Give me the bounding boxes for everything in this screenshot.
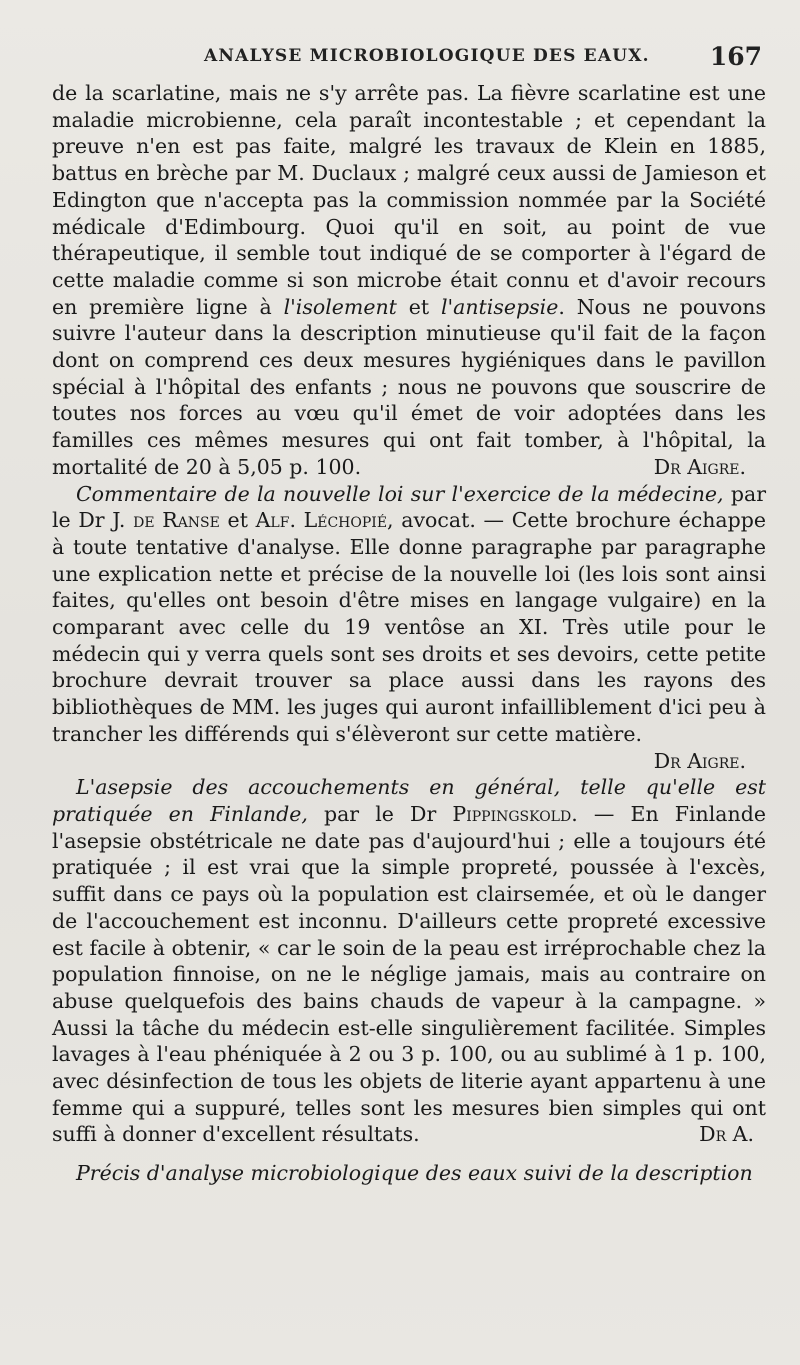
paragraph-text: et <box>219 508 256 533</box>
author-name: de Ranse <box>133 508 220 533</box>
reviewer-signature: Dr Aigre. <box>653 748 746 773</box>
author-name: Alf. Léchopié <box>255 508 388 533</box>
review-paragraph-scarlatine <box>52 80 766 481</box>
review-paragraph-commentaire <box>52 481 767 773</box>
paragraph-text: , avocat. — Cette brochure échappe à toute tentative d'analyse. Elle donne paragraphe par paragraphe une explication nette et précise de la nouvelle loi (les lois sont ainsi faites, qu'elles ont besoin d'être mises en langage vulgaire) en la comparant avec celle du 19 ventôse an XI. Très utile pour le médecin qui y verra quels sont ses droits et ses devoirs, cette petite brochure devrait trouver sa place aussi dans les rayons des bibliothèques de MM. les juges qui auront infailliblement d'ici peu à trancher les différends qui s'élèveront sur cette matière. <box>52 508 767 746</box>
review-title: L'asepsie des accouchements en général, telle qu'elle est pratiquée en Finlande, <box>52 775 766 826</box>
paragraph-text: et <box>396 294 441 319</box>
page-header <box>52 40 766 80</box>
page-body <box>52 80 766 1187</box>
paragraph-text: de la scarlatine, mais ne s'y arrête pas. La fièvre scarlatine est une maladie microbienne, cela paraît incontestable ; et cependant la preuve n'en est pas faite, malgré les travaux de Klein en 1885, battus en brèche par M. Duclaux ; malgré ceux aussi de Jamieson et Edington que n'accepta pas la commission nommée par la Société médicale d'Edimbourg. Quoi qu'il en soit, au point de vue thérapeutique, il semble tout indiqué de se comporter à l'égard de cette maladie comme si son microbe était connu et d'avoir recours en première ligne à <box>52 81 766 319</box>
reviewer-signature: Dr Aigre. <box>653 454 746 479</box>
review-title-precis: Précis d'analyse microbiologique des eaux suivi de la description <box>76 1161 753 1186</box>
term-isolement: l'isolement <box>283 294 397 319</box>
paragraph-text: par le Dr <box>307 801 453 826</box>
reviewer-signature: Dr A. <box>699 1122 754 1147</box>
author-name: Pippingskold <box>452 801 572 826</box>
running-head: ANALYSE MICROBIOLOGIQUE DES EAUX. <box>204 46 650 66</box>
page-number: 167 <box>709 42 762 71</box>
paragraph-text: . Nous ne pouvons suivre l'auteur dans la description minutieuse qu'il fait de la façon dont on comprend ces deux mesures hygiéniques dans le pavillon spécial à l'hôpital des enfants ; nous ne pouvons que souscrire de toutes nos forces au vœu qu'il émet de voir adoptées dans les familles ces mêmes mesures qui ont fait tomber, à l'hôpital, la mortalité de 20 à 5,05 p. 100. <box>52 294 767 479</box>
paragraph-text: . — En Finlande l'asepsie obstétricale ne date pas d'aujourd'hui ; elle a toujours été pratiquée ; il est vrai que la simple propreté, poussée à l'excès, suffit dans ce pays où la population est clairsemée, et où le danger de l'accouchement est inconnu. D'ailleurs cette propreté excessive est facile à obtenir, « car le soin de la peau est irréprochable chez la population finnoise, on ne le néglige jamais, mais au contraire on abuse quelquefois des bains chauds de vapeur à la campagne. » Aussi la tâche du médecin est-elle singulièrement facilitée. Simples lavages à l'eau phéniquée à 2 ou 3 p. 100, ou au sublimé à 1 p. 100, avec désinfection de tous les objets de literie ayant appartenu à une femme qui a suppuré, telles sont les mesures bien simples qui ont suffi à donner d'excellent résultats. <box>52 801 766 1147</box>
term-antisepsie: l'antisepsie <box>440 294 559 319</box>
review-title: Commentaire de la nouvelle loi sur l'exercice de la médecine, <box>76 481 724 506</box>
paragraph-text: par le Dr J. <box>52 481 766 533</box>
review-paragraph-asepsie <box>52 774 766 1148</box>
